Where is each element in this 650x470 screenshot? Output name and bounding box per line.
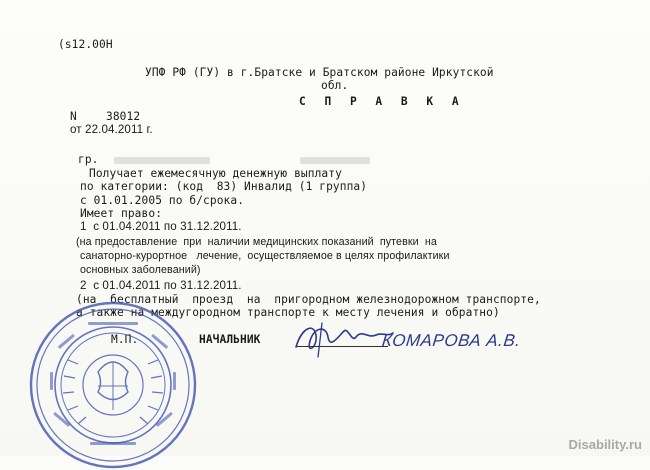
redacted-name-1 bbox=[114, 157, 210, 164]
number-value: 38012 bbox=[106, 110, 141, 123]
signer-name: КОМАРОВА А.В. bbox=[381, 331, 522, 350]
redacted-name-2 bbox=[300, 157, 370, 164]
body-line: 1 с 01.04.2011 по 31.12.2011. bbox=[80, 220, 242, 233]
organization-line-2: обл. bbox=[321, 79, 349, 92]
document-title: С П Р А В К А bbox=[299, 95, 465, 108]
recipient-label: гр. bbox=[78, 153, 99, 166]
body-line: по категории: (код 83) Инвалид (1 группа) bbox=[80, 180, 368, 193]
body-line: а также на междугородном транспорте к месту лечения и обратно) bbox=[76, 306, 500, 319]
chief-label: НАЧАЛЬНИК bbox=[199, 333, 261, 346]
number-label: N bbox=[70, 110, 77, 123]
issue-date: от 22.04.2011 г. bbox=[70, 123, 153, 136]
body-line: (на предоставление при наличии медицинских показаний путевки на bbox=[76, 236, 437, 248]
body-line: с 01.01.2005 по б/срока. bbox=[80, 194, 245, 207]
header-code: (s12.00H bbox=[58, 38, 113, 51]
body-line: основных заболеваний) bbox=[80, 264, 201, 276]
organization-line-1: УПФ РФ (ГУ) в г.Братске и Братском районе Иркутской bbox=[145, 66, 494, 79]
body-line: Имеет право: bbox=[80, 207, 163, 220]
site-watermark: Disability.ru bbox=[568, 437, 642, 452]
official-stamp-seal bbox=[28, 300, 198, 470]
stamp-place-label: М.П. bbox=[111, 333, 139, 346]
body-line: санаторно-курортное лечение, осуществляемое в целях профилактики bbox=[80, 250, 450, 262]
body-line: (на бесплатный проезд на пригородном железнодорожном транспорте, bbox=[76, 293, 541, 306]
signature-underline bbox=[296, 346, 388, 347]
body-line: 2 с 01.04.2011 по 31.12.2011. bbox=[80, 279, 242, 292]
body-line: Получает ежемесячную денежную выплату bbox=[89, 167, 342, 180]
